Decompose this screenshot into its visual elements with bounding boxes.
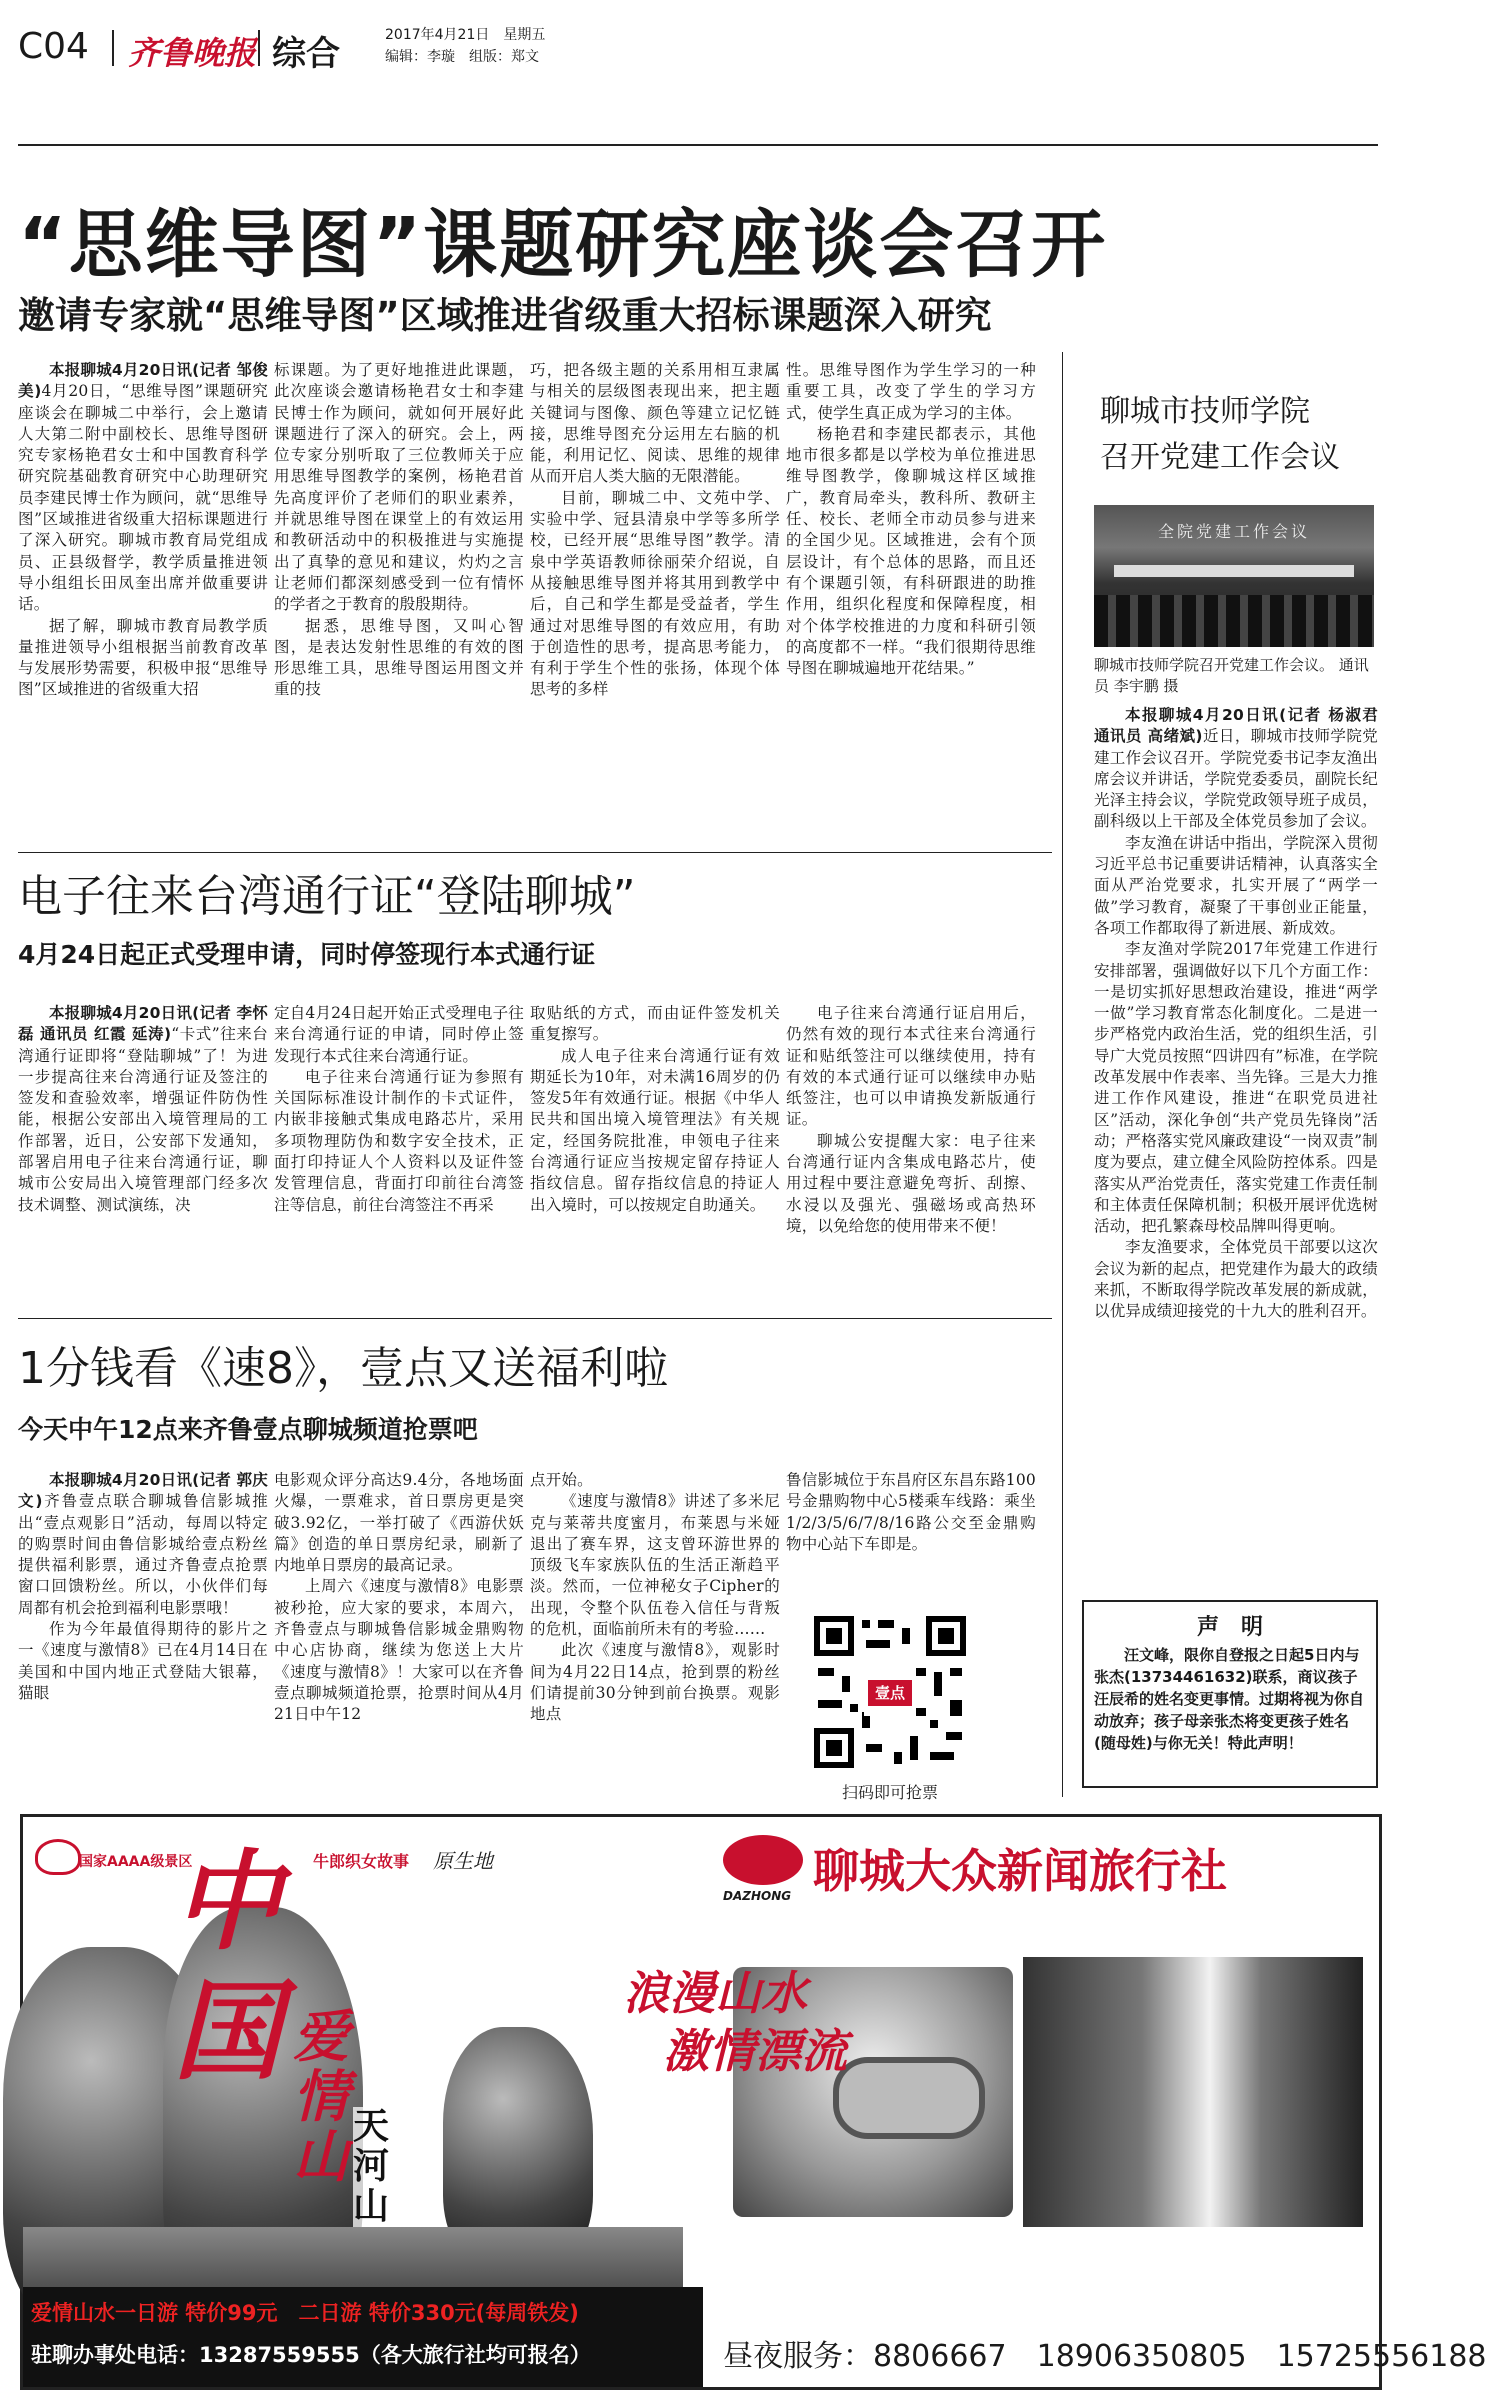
article3-col-1 [18, 1470, 268, 1800]
article2-headline: 电子往来台湾通行证“登陆聊城” [18, 871, 636, 922]
article2-text-4b: 聊城公安提醒大家：电子往来台湾通行证内含集成电路芯片，使用过程中要注意避免弯折、刮擦、水浸以及强光、强磁场或高热环境，以免给您的使用带来不便！ [786, 1131, 1036, 1235]
issue-date: 2017年4月21日 星期五 [385, 27, 546, 43]
sidebar-text-3: 李友渔对学院2017年党建工作进行安排部署，强调做好以下几个方面工作：一是切实抓好思想政治建设，推进“两学一做”学习教育常态化制度化。二是进一步严格党内政治生活，党的组织生活，引导广大党员按照“四讲四有”标准，在学院改革发展中作表率、当先锋。三是大力推进工作作风建设，推进“在职党员进社区”活动，深化争创“共产党员先锋岗”活动；严格落实党风廉政建设“一岗双责”制度为要点，建立健全风险防控体系。四是落实从严治党责任，落实党建工作责任制和主体责任保障机制；积极开展评优选树活动，把孔繁森母校品牌叫得更响。 [1094, 940, 1378, 1236]
article3-col-4 [786, 1470, 1036, 1610]
article2-subhead: 4月24日起正式受理申请，同时停签现行本式通行证 [18, 940, 596, 969]
advertisement [20, 1814, 1487, 2390]
waterfall-photo [1023, 1957, 1363, 2227]
article3-headline: 1分钱看《速8》，壹点又送福利啦 [18, 1343, 668, 1394]
qr-caption: 扫码即可抢票 [841, 1783, 938, 1802]
sidebar-photo-caption: 聊城市技师学院召开党建工作会议。 通讯员 李宇鹏 摄 [1094, 656, 1369, 695]
article1-headline: “思维导图”课题研究座谈会召开 [18, 202, 1108, 288]
notice-text: 汪文峰，限你自登报之日起5日内与张杰(13734461632)联系，商议孩子汪辰希的姓名变更事情。过期将视为你自动放弃；孩子母亲张杰将变更孩子姓名(随母姓)与你无关！特此声明！ [1094, 1646, 1365, 1752]
article2-col-4 [786, 1003, 1036, 1303]
article1-col-4 [786, 360, 1036, 832]
article1-col-1 [18, 360, 268, 832]
article1-col-3 [530, 360, 780, 832]
article2-text-2b: 电子往来台湾通行证为参照有关国际标准设计制作的卡式证件，内嵌非接触式集成电路芯片，采用多项物理防伪和数字安全技术，正面打印持证人个人资料以及证件签发管理信息，背面打印前往台湾签注等信息，前往台湾签注不再采 [274, 1067, 524, 1214]
article2-rule [18, 852, 1052, 853]
qr-badge: 壹点 [868, 1680, 912, 1706]
masthead-divider [112, 30, 114, 66]
article3-rule [18, 1318, 1052, 1319]
article1-text-3: 巧，把各级主题的关系用相互隶属与相关的层级图表现出来，把主题关键词与图像、颜色等建立记忆链接，思维导图充分运用左右脑的机能，利用记忆、阅读、思维的规律从而开启人类大脑的无限潜能。 [530, 361, 780, 486]
notice-box [1082, 1600, 1378, 1788]
article1-text-3b: 目前，聊城二中、文苑中学、实验中学、冠县清泉中学等多所学校，已经开展“思维导图”教学。清泉中学英语教师徐丽荣介绍说，自从接触思维导图并将其用到教学中后，自己和学生都是受益者，学生通过对思维导图的有效应用，有助于创造性的思考，提高思考能力，有利于学生个性的张扬，体现个体思考的多样 [530, 488, 780, 699]
photo-audience [1094, 595, 1374, 647]
paper-logo: 齐鲁晚报 [128, 34, 257, 72]
article3-text-3b: 《速度与激情8》讲述了多米尼克与莱蒂共度蜜月，布莱恩与米娅退出了赛车界，这支曾环游世界的顶级飞车家族队伍的生活正渐趋平淡。然而，一位神秘女子Cipher的出现，令整个队伍卷入信任与背叛的危机，面临前所未有的考验…… [530, 1492, 780, 1639]
article2-col-2 [274, 1003, 524, 1303]
article3-col-3 [530, 1470, 780, 1800]
raft-shape [833, 2057, 985, 2139]
article1-text-2b: 据悉，思维导图，又叫心智图，是表达发射性思维的有效的图形思维工具，思维导图运用图文并重的技 [274, 616, 524, 699]
sidebar-body [1094, 705, 1378, 1605]
article3-text-2: 电影观众评分高达9.4分，各地场面火爆，一票难求，首日票房更是突破3.92亿，一举打破了《西游伏妖篇》创造的单日票房纪录，刷新了内地单日票房的最高记录。 [274, 1471, 524, 1575]
article1-text-4b: 杨艳君和李建民都表示，其他地市很多都是以学校为单位推进思维导图教学，像聊城这样区域推广，教育局牵头，教科所、教研主任、校长、老师全市动员参与进来的全国少见。区域推进，会有个顶层设计，有个总体的思路，而且还有个课题引领，有科研跟进的助推作用，组织化程度和保障程度，相对个体学校推进的力度和科研引领的高度都不一样。“我们很期待思维导图在聊城遍地开花结果。” [786, 424, 1036, 678]
article2-col-3 [530, 1003, 780, 1303]
article3-text-1b: 作为今年最值得期待的影片之一《速度与激情8》已在4月14日在美国和中国内地正式登陆大银幕，猫眼 [18, 1620, 268, 1702]
article1-subhead: 邀请专家就“思维导图”区域推进省级重大招标课题深入研究 [18, 294, 992, 337]
photo-stage-table [1114, 565, 1354, 577]
article1-col-2 [274, 360, 524, 832]
qr-code[interactable] [810, 1612, 970, 1772]
headline-china: 中国 [173, 1839, 282, 2095]
notice-title: 声 明 [1196, 1615, 1263, 1640]
page-number: C04 [18, 26, 89, 67]
sidebar-text-1: 近日，聊城市技师学院党建工作会议召开。学院党委书记李友渔出席会议并讲话，学院党委委员，副院长纪光泽主持会议，学院党政领导班子成员，副科级以上干部及全体党员参加了会议。 [1094, 727, 1378, 831]
tour-prices: 爱情山水一日游 特价99元 二日游 特价330元(每周铁发) [31, 2301, 579, 2325]
sidebar-text-4: 李友渔要求，全体党员干部要以这次会议为新的起点，把党建作为最大的政绩来抓，不断取得学院改革发展的新成就，以优异成绩迎接党的十九大的胜利召开。 [1094, 1238, 1378, 1321]
office-phone[interactable]: 驻聊办事处电话：13287559555（各大旅行社均可报名） [31, 2343, 591, 2367]
meeting-banner: 全院党建工作会议 [1157, 522, 1310, 541]
article3-text-1: 齐鲁壹点联合聊城鲁信影城推出“壹点观影日”活动，每周以特定的购票时间由鲁信影城给壹点粉丝提供福利影票，通过齐鲁壹点抢票窗口回馈粉丝。所以，小伙伴们每周都有机会抢到福利电影票哦！ [18, 1492, 268, 1617]
sidebar-text-2: 李友渔在讲话中指出，学院深入贯彻习近平总书记重要讲话精神，认真落实全面从严治党要求，扎实开展了“两学一做”学习教育，凝聚了干事创业正能量，各项工作都取得了新进展、新成效。 [1094, 833, 1378, 937]
article2-lead: 本报聊城4月20日讯(记者 李怀磊 通讯员 红霞 延涛) [18, 1004, 268, 1044]
article3-text-3c: 此次《速度与激情8》，观影时间为4月22日14点，抢到票的粉丝们请提前30分钟到前台换票。观影地点 [530, 1641, 780, 1724]
masthead-divider-2 [258, 30, 260, 66]
headline-love-mountain: 爱情山 [293, 2004, 349, 2190]
article2-text-3: 取贴纸的方式，而由证件签发机关重复擦写。 [530, 1004, 780, 1044]
sidebar-lead: 本报聊城4月20日讯(记者 杨淑君 通讯员 高绪斌) [1094, 706, 1378, 746]
article1-text-1: 4月20日，“思维导图”课题研究座谈会在聊城二中举行，会上邀请人大第二附中副校长、思维导图研究专家杨艳君女士和中国教育科学研究院基础教育研究中心助理研究员李建民博士作为顾问，就“思维导图”区域推进省级重大招标课题进行了深入研究。聊城市教育局党组成员、正县级督学，教学质量推进领导小组组长田凤奎出席并做重要讲话。 [18, 382, 268, 614]
article2-text-1: “卡式”往来台湾通行证即将“登陆聊城”了！为进一步提高往来台湾通行证及签注的签发和查验效率，增强证件防伪性能，根据公安部出入境管理局的工作部署，近日，公安部下发通知，部署启用电子往来台湾通行证，聊城市公安局出入境管理部门经多次技术调整、测试演练，决 [18, 1025, 268, 1214]
article3-text-3: 点开始。 [530, 1471, 593, 1489]
editors-line: 编辑：李璇 组版：郑文 [385, 49, 539, 65]
sidebar-rule [1062, 352, 1063, 1797]
section-name: 综合 [272, 34, 340, 74]
article2-col-1 [18, 1003, 268, 1303]
article3-text-4: 鲁信影城位于东昌府区东昌东路100号金鼎购物中心5楼乘车线路：乘坐1/2/3/5/6/7/8/16路公交至金鼎购物中心站下车即是。 [786, 1471, 1036, 1553]
article3-col-2 [274, 1470, 524, 1800]
agency-name: 聊城大众新闻旅行社 [813, 1844, 1227, 1898]
dazhong-brand: DAZHONG [723, 1889, 792, 1903]
article2-text-3b: 成人电子往来台湾通行证有效期延长为10年，对未满16周岁的仍签发5年有效通行证。根据《中华人民共和国出境入境管理法》有关规定，经国务院批准，申领电子往来台湾通行证应当按规定留存持证人指纹信息。留存指纹信息的持证人出入境时，可以按规定自助通关。 [530, 1046, 780, 1214]
masthead-rule [18, 144, 1378, 146]
sidebar-headline-line2: 召开党建工作会议 [1100, 440, 1340, 475]
sidebar-headline-line1: 聊城市技师学院 [1100, 394, 1310, 429]
dazhong-logo-icon [723, 1835, 803, 1885]
slogan-rafting: 激情漂流 [663, 2024, 847, 2078]
bull-logo-icon [35, 1839, 81, 1875]
article3-subhead: 今天中午12点来齐鲁壹点聊城频道抢票吧 [18, 1415, 478, 1444]
article1-lead: 本报聊城4月20日讯(记者 邹俊美) [18, 361, 268, 401]
tianhe-mountain: 天河山 [353, 2107, 397, 2227]
article1-text-4: 性。思维导图作为学生学习的一种重要工具，改变了学生的学习方式，使学生真正成为学习的主体。 [786, 361, 1036, 422]
story-label: 牛郎织女故事 [313, 1852, 410, 1871]
article3-lead: 本报聊城4月20日讯(记者 郭庆文) [18, 1471, 268, 1511]
article1-text-2: 标课题。为了更好地推进此课题，此次座谈会邀请杨艳君女士和李建民博士作为顾问，就如何开展好此课题进行了深入的研究。会上，两位专家分别听取了三位教师关于应用思维导图教学的案例，杨艳君首先高度评价了老师们的职业素养，并就思维导图在课堂上的有效运用和教研活动中的积极推进与实施提出了真挚的意见和建议，灼灼之言让老师们都深刻感受到一位有情怀的学者之于教育的殷殷期待。 [274, 361, 524, 614]
sidebar-photo [1094, 505, 1374, 647]
article2-text-4: 电子往来台湾通行证启用后，仍然有效的现行本式往来台湾通行证和贴纸签注可以继续使用，持有有效的本式通行证可以继续申办贴纸签注，也可以申请换发新版通行证。 [786, 1004, 1036, 1129]
service-phones[interactable]: 昼夜服务：8806667 18906350805 15725556188 [723, 2339, 1487, 2374]
origin-label: 原生地 [433, 1849, 493, 1873]
article2-text-2: 定自4月24日起开始正式受理电子往来台湾通行证的申请，同时停止签发现行本式往来台湾通行证。 [274, 1004, 524, 1065]
slogan-romantic: 浪漫山水 [623, 1966, 807, 2020]
article3-text-2b: 上周六《速度与激情8》电影票被秒抢，应大家的要求，本周六，齐鲁壹点与聊城鲁信影城金鼎购物中心店协商，继续为您送上大片《速度与激情8》！大家可以在齐鲁壹点聊城频道抢票，抢票时间从4月21日中午12 [274, 1577, 524, 1724]
scenic-badge: 国家AAAA级景区 [79, 1854, 193, 1870]
article1-text-1b: 据了解，聊城市教育局教学质量推进领导小组根据当前教育改革与发展形势需要，积极申报“思维导图”区域推进的省级重大招 [18, 616, 268, 699]
